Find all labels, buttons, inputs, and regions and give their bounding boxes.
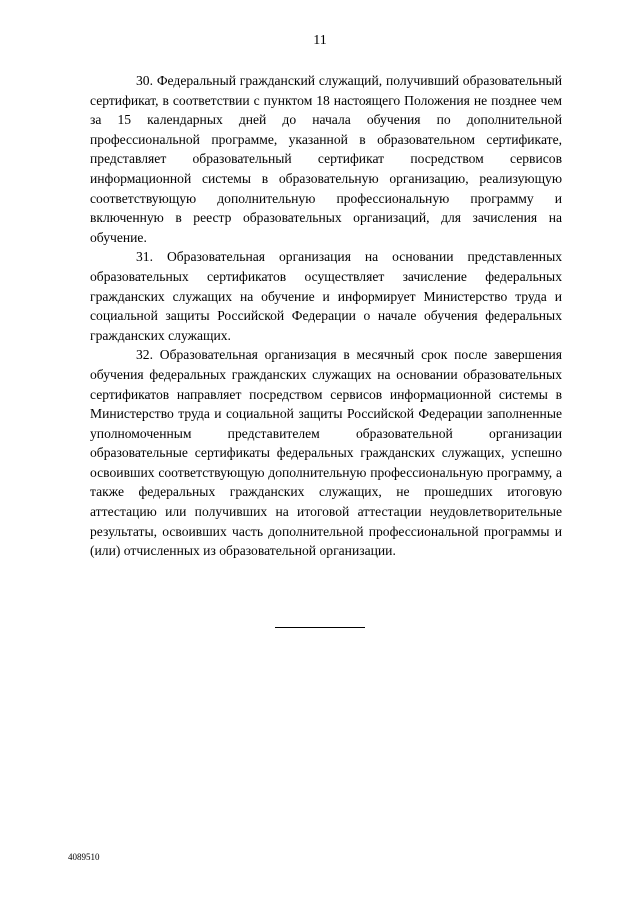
paragraph-30: 30. Федеральный гражданский служащий, получивший образовательный сертификат, в соответствии с пунктом 18 настоящего Положения не позднее чем за 15 календарных дней до начала обучения по дополнительной профессиональной программе, указанной в образовательном сертификате, представляет образовательный сертификат посредством сервисов информационной системы в образовательную организацию, реализующую соответствующую дополнительную профессиональную программу и включенную в реестр образовательных организаций, для зачисления на обучение. — [90, 73, 562, 245]
document-code: 4089510 — [68, 852, 100, 862]
end-of-document-divider — [275, 627, 365, 628]
paragraph-32: 32. Образовательная организация в месячный срок после завершения обучения федеральных гражданских служащих на основании образовательных сертификатов направляет посредством сервисов информационной системы в Министерство труда и социальной защиты Российской Федерации заполненные уполномоченным представителем образовательной организации образовательные сертификаты федеральных гражданских служащих, успешно освоивших соответствующую дополнительную профессиональную программу, а также федеральных гражданских служащих, не прошедших итоговую аттестацию или получивших на итоговой аттестации неудовлетворительные результаты, освоивших часть дополнительной профессиональной программы и (или) отчисленных из образовательной организации. — [90, 347, 562, 559]
page-number: 11 — [313, 33, 327, 48]
paragraph-31: 31. Образовательная организация на основании представленных образовательных сертификатов осуществляет зачисление федеральных гражданских служащих на обучение и информирует Министерство труда и социальной защиты Российской Федерации о начале обучения федеральных гражданских служащих. — [90, 249, 562, 343]
document-body — [90, 71, 562, 561]
